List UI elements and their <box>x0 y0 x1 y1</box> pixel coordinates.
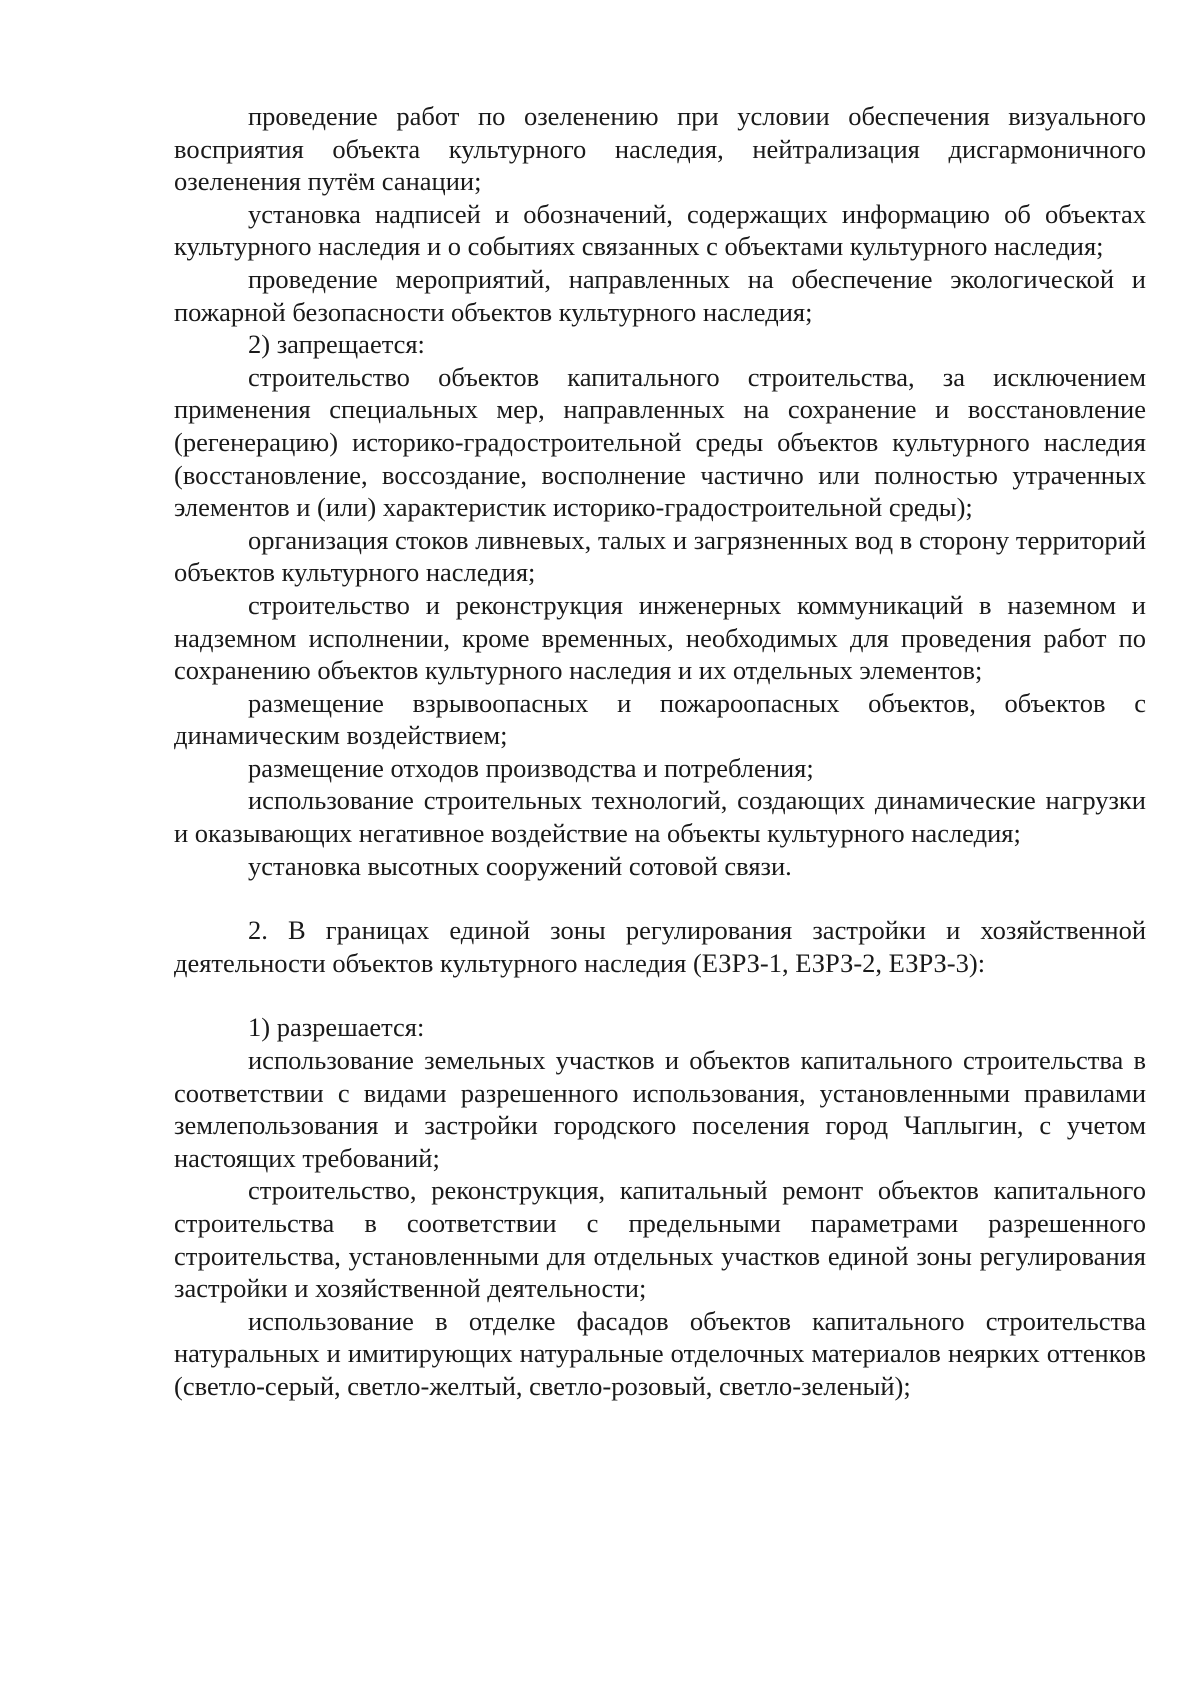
paragraph-facade-materials: использование в отделке фасадов объектов капитального строительства натуральных и имитирующих натуральные отделочных материалов неярких оттенков (светло-серый, светло-желтый, светло-розовый, светло-зеленый); <box>174 1305 1146 1401</box>
paragraph-cellular-towers: установка высотных сооружений сотовой связи. <box>248 850 792 881</box>
paragraph-construction-technologies: использование строительных технологий, создающих динамические нагрузки и оказывающих негативное воздействие на объекты культурного наследия; <box>174 785 1146 849</box>
section-gap <box>174 979 1146 1011</box>
paragraph-reconstruction: строительство, реконструкция, капитальный ремонт объектов капитального строительства в соответствии с предельными параметрами разрешенного строительства, установленными для отдельных участков единой зоны регулирования застройки и хозяйственной деятельности; <box>174 1175 1146 1304</box>
paragraph-waste: размещение отходов производства и потребления; <box>248 752 814 783</box>
paragraph-drainage: организация стоков ливневых, талых и загрязненных вод в сторону территорий объектов культурного наследия; <box>174 524 1146 588</box>
document-page <box>174 100 1146 1403</box>
section-gap <box>174 882 1146 914</box>
paragraph-safety-measures: проведение мероприятий, направленных на обеспечение экологической и пожарной безопасности объектов культурного наследия; <box>174 263 1146 327</box>
paragraph-section-2-heading: 2. В границах единой зоны регулирования застройки и хозяйственной деятельности объектов культурного наследия (ЕЗРЗ-1, ЕЗРЗ-2, ЕЗРЗ-3): <box>174 915 1146 978</box>
paragraph-capital-construction: строительство объектов капитального строительства, за исключением применения специальных мер, направленных на сохранение и восстановление (регенерацию) историко-градостроительной среды объектов культурного наследия (восстановление, воссоздание, восполнение частично или полностью утраченных элементов и (или) характеристик историко-градостроительной среды); <box>174 361 1146 523</box>
paragraph-inscriptions: установка надписей и обозначений, содержащих информацию об объектах культурного наследия и о событиях связанных с объектами культурного наследия; <box>174 198 1146 262</box>
paragraph-land-use: использование земельных участков и объектов капитального строительства в соответствии с видами разрешенного использования, установленными правилами землепользования и застройки городского поселения город Чаплыгин, с учетом настоящих требований; <box>174 1045 1146 1173</box>
paragraph-engineering-communications: строительство и реконструкция инженерных коммуникаций в наземном и надземном исполнении, кроме временных, необходимых для проведения работ по сохранению объектов культурного наследия и их отдельных элементов; <box>174 589 1146 686</box>
paragraph-allowed-heading: 1) разрешается: <box>248 1012 425 1043</box>
paragraph-prohibited-heading: 2) запрещается: <box>248 329 425 360</box>
paragraph-hazardous-objects: размещение взрывоопасных и пожароопасных объектов, объектов с динамическим воздействием; <box>174 687 1146 751</box>
paragraph-greening: проведение работ по озеленению при условии обеспечения визуального восприятия объекта культурного наследия, нейтрализация дисгармоничного озеленения путём санации; <box>174 101 1146 197</box>
